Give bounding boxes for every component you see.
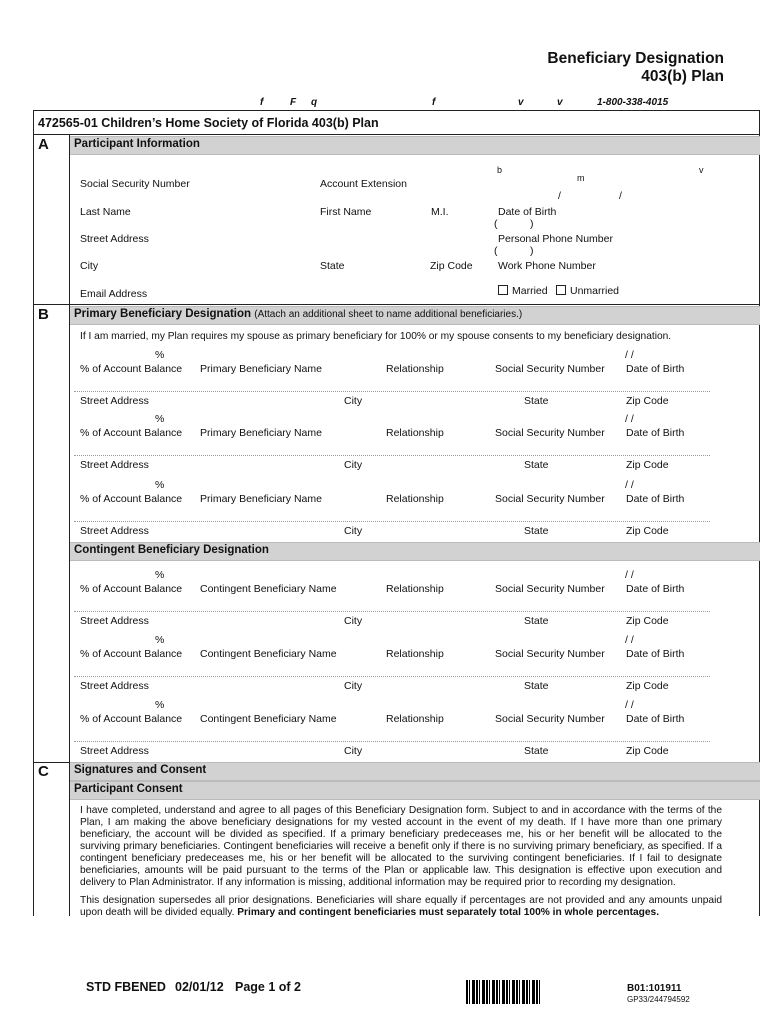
unmarried-label: Unmarried xyxy=(570,285,620,297)
ssn-label: Social Security Number xyxy=(495,648,605,660)
contingent-name-label: Contingent Beneficiary Name xyxy=(200,713,337,725)
dotted-divider xyxy=(74,391,710,392)
consent-plain-text: This designation supersedes all prior designations. Beneficiaries will share equally if percentages are not provided and any amounts unpaid upon death will be divided equally. xyxy=(80,895,722,918)
b01-code: B01:101911 xyxy=(627,983,682,994)
contingent-title: Contingent Beneficiary Designation xyxy=(74,544,269,556)
zip-label: Zip Code xyxy=(626,459,669,471)
married-intro: If I am married, my Plan requires my spouse as primary beneficiary for 100% or my spouse consents to my beneficiary designation. xyxy=(80,331,672,342)
account-ext-label: Account Extension xyxy=(320,178,407,190)
ssn-label: Social Security Number xyxy=(495,493,605,505)
section-c-title: Signatures and Consent xyxy=(74,764,207,776)
header-fragment: F xyxy=(290,97,297,108)
section-b-divider xyxy=(69,304,70,762)
plan-name: 472565-01 Children’s Home Society of Florida 403(b) Plan xyxy=(38,116,379,130)
street-label: Street Address xyxy=(80,395,149,407)
form-code: STD FBENED xyxy=(86,980,166,994)
dob-label: Date of Birth xyxy=(626,363,685,375)
consent-bold-text: Primary and contingent beneficiaries must separately total 100% in whole percentages. xyxy=(237,907,660,918)
pct-balance-label: % of Account Balance xyxy=(80,648,183,660)
section-b-band xyxy=(70,306,760,325)
header-fragment: q xyxy=(311,97,318,108)
dotted-divider xyxy=(74,741,710,742)
email-label: Email Address xyxy=(80,288,148,300)
ssn-label: Social Security Number xyxy=(495,427,605,439)
plan-rule xyxy=(33,134,759,135)
header-phone: 1-800-338-4015 xyxy=(597,97,669,108)
phone-paren: ( xyxy=(494,245,498,257)
dob-slashes: / / xyxy=(625,569,634,581)
relationship-label: Relationship xyxy=(386,713,444,725)
left-border xyxy=(33,110,34,916)
state-label: State xyxy=(524,615,549,627)
dob-label: Date of Birth xyxy=(626,493,685,505)
work-phone-label: Work Phone Number xyxy=(498,260,596,272)
personal-phone-label: Personal Phone Number xyxy=(498,233,613,245)
consent-paragraph: I have completed, understand and agree to all pages of this Beneficiary Designation form. Subject to and in accordance with the terms of the Plan, I am making the above beneficiary designations for my vested account in the event of my death. If I have more than one primary beneficiary, the account will be divided as specified. If a primary beneficiary predeceases me, his or her benefit will be allocated to the surviving primary beneficiaries. Contingent beneficiaries will receive a benefit only if there is no surviving primary beneficiary, as specified. If a contingent beneficiary predeceases me, his or her benefit will be allocated to the surviving contingent beneficiaries. If I fail to designate beneficiaries, amounts will be paid pursuant to the terms of the Plan or applicable law. This designation is effective upon execution and delivery to Plan Administrator. If any information is missing, additional information may be required prior to recording my designation. xyxy=(80,805,722,888)
page-number: Page 1 of 2 xyxy=(235,980,301,994)
ssn-label: Social Security Number xyxy=(80,178,190,190)
phone-paren: ( xyxy=(494,218,498,230)
section-b-letter: B xyxy=(38,306,49,323)
section-a-divider xyxy=(69,134,70,305)
zip-label: Zip Code xyxy=(626,525,669,537)
checkbox-icon xyxy=(556,285,566,295)
pct-balance-label: % of Account Balance xyxy=(80,427,183,439)
contingent-name-label: Contingent Beneficiary Name xyxy=(200,648,337,660)
married-label: Married xyxy=(512,285,548,297)
city-label: City xyxy=(80,260,99,272)
dob-slashes: / / xyxy=(625,634,634,646)
dotted-divider xyxy=(74,521,710,522)
header-fragment: v xyxy=(557,97,563,108)
dotted-divider xyxy=(74,455,710,456)
dob-label: Date of Birth xyxy=(626,583,685,595)
married-checkbox[interactable] xyxy=(498,285,548,297)
state-label: State xyxy=(320,260,345,272)
contingent-band xyxy=(70,542,760,561)
section-a-band xyxy=(70,136,760,155)
pct-symbol: % xyxy=(155,479,165,491)
primary-name-label: Primary Beneficiary Name xyxy=(200,427,322,439)
state-label: State xyxy=(524,680,549,692)
header-fragment: f xyxy=(260,97,264,108)
unmarried-checkbox[interactable] xyxy=(556,285,619,297)
consent-title: Participant Consent xyxy=(74,783,183,795)
city-label: City xyxy=(344,615,363,627)
ssn-label: Social Security Number xyxy=(495,713,605,725)
section-c-letter: C xyxy=(38,763,49,780)
state-label: State xyxy=(524,745,549,757)
pct-balance-label: % of Account Balance xyxy=(80,583,183,595)
street-label: Street Address xyxy=(80,680,149,692)
section-a-title: Participant Information xyxy=(74,138,200,150)
relationship-label: Relationship xyxy=(386,363,444,375)
state-label: State xyxy=(524,459,549,471)
dob-label: Date of Birth xyxy=(498,206,557,218)
top-rule xyxy=(33,110,759,111)
pct-balance-label: % of Account Balance xyxy=(80,363,183,375)
pct-balance-label: % of Account Balance xyxy=(80,713,183,725)
section-b-title: Primary Beneficiary Designation xyxy=(74,308,252,320)
street-label: Street Address xyxy=(80,233,149,245)
city-label: City xyxy=(344,395,363,407)
dob-label: Date of Birth xyxy=(626,427,685,439)
barcode xyxy=(466,980,542,1004)
street-label: Street Address xyxy=(80,615,149,627)
header-fragment: v xyxy=(518,97,524,108)
city-label: City xyxy=(344,745,363,757)
ssn-label: Social Security Number xyxy=(495,583,605,595)
city-label: City xyxy=(344,459,363,471)
pct-symbol: % xyxy=(155,699,165,711)
dotted-divider xyxy=(74,611,710,612)
dob-slash: / xyxy=(619,190,622,202)
consent-band xyxy=(70,781,760,800)
dob-slashes: / / xyxy=(625,349,634,361)
dob-slash: / xyxy=(558,190,561,202)
mi-label: M.I. xyxy=(431,206,449,218)
zip-label: Zip Code xyxy=(626,615,669,627)
relationship-label: Relationship xyxy=(386,493,444,505)
section-a-letter: A xyxy=(38,136,49,153)
pct-symbol: % xyxy=(155,349,165,361)
zip-label: Zip Code xyxy=(626,395,669,407)
dob-label: Date of Birth xyxy=(626,713,685,725)
form-subtitle: 403(b) Plan xyxy=(641,68,724,85)
phone-paren: ) xyxy=(530,245,534,257)
state-label: State xyxy=(524,525,549,537)
pct-symbol: % xyxy=(155,569,165,581)
pct-balance-label: % of Account Balance xyxy=(80,493,183,505)
zip-label: Zip Code xyxy=(626,680,669,692)
header-fragment: f xyxy=(432,97,436,108)
relationship-label: Relationship xyxy=(386,427,444,439)
section-c-band xyxy=(70,762,760,781)
zip-label: Zip Code xyxy=(430,260,473,272)
ssn-label: Social Security Number xyxy=(495,363,605,375)
checkbox-icon xyxy=(498,285,508,295)
pct-symbol: % xyxy=(155,413,165,425)
city-label: City xyxy=(344,680,363,692)
primary-name-label: Primary Beneficiary Name xyxy=(200,363,322,375)
dob-label: Date of Birth xyxy=(626,648,685,660)
pct-symbol: % xyxy=(155,634,165,646)
primary-name-label: Primary Beneficiary Name xyxy=(200,493,322,505)
relationship-label: Relationship xyxy=(386,583,444,595)
relationship-label: Relationship xyxy=(386,648,444,660)
frag-m: m xyxy=(577,173,585,183)
zip-label: Zip Code xyxy=(626,745,669,757)
section-a-rule xyxy=(33,304,759,305)
frag-v: v xyxy=(699,165,704,175)
dob-slashes: / / xyxy=(625,413,634,425)
section-b-note: (Attach an additional sheet to name additional beneficiaries.) xyxy=(254,309,523,320)
dob-slashes: / / xyxy=(625,479,634,491)
form-date: 02/01/12 xyxy=(175,980,224,994)
city-label: City xyxy=(344,525,363,537)
last-name-label: Last Name xyxy=(80,206,131,218)
form-title: Beneficiary Designation xyxy=(547,50,724,67)
consent-paragraph-2 xyxy=(80,895,722,919)
dotted-divider xyxy=(74,676,710,677)
dob-slashes: / / xyxy=(625,699,634,711)
street-label: Street Address xyxy=(80,525,149,537)
first-name-label: First Name xyxy=(320,206,372,218)
state-label: State xyxy=(524,395,549,407)
street-label: Street Address xyxy=(80,459,149,471)
street-label: Street Address xyxy=(80,745,149,757)
phone-paren: ) xyxy=(530,218,534,230)
gp-code: GP33/244794592 xyxy=(627,995,690,1004)
contingent-name-label: Contingent Beneficiary Name xyxy=(200,583,337,595)
frag-b: b xyxy=(497,165,503,175)
